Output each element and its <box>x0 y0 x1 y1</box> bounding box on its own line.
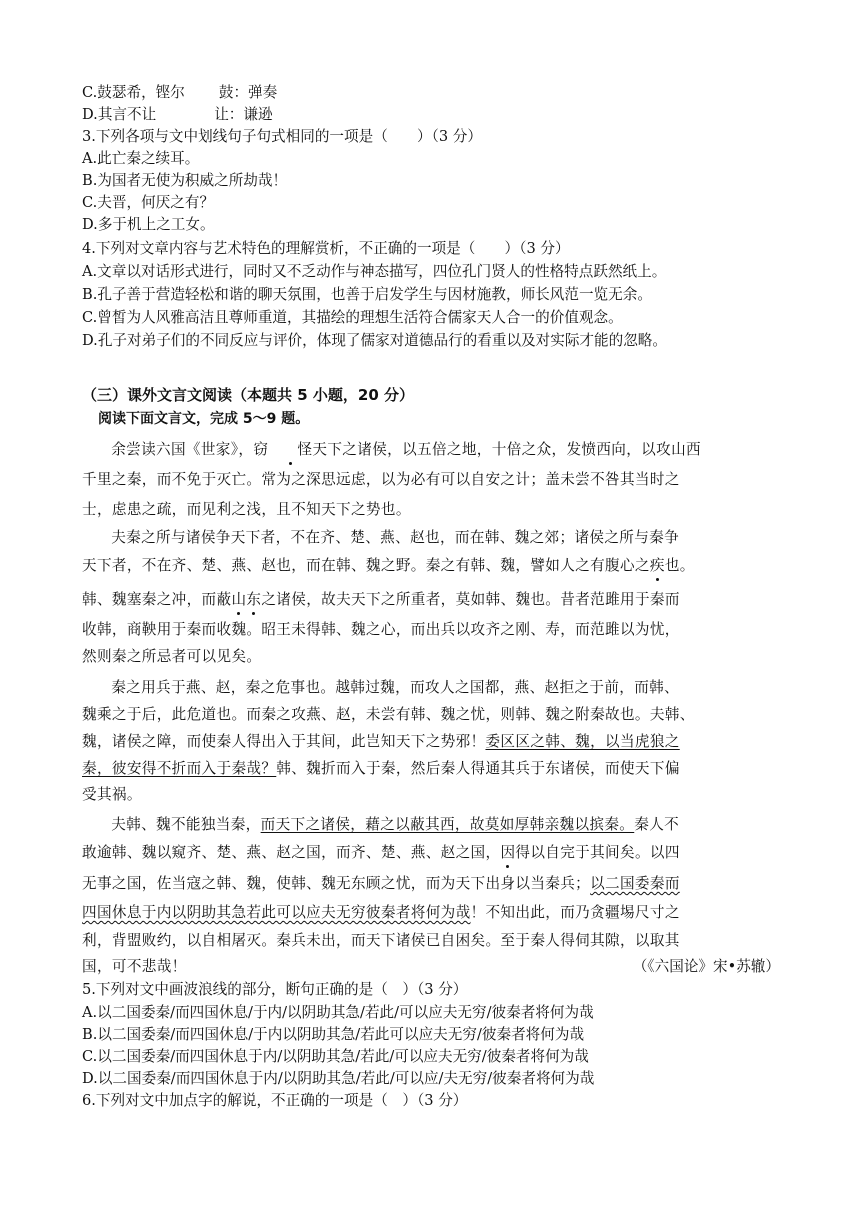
passage-text: 得以自完于其间矣。以四 <box>515 844 680 861</box>
passage-citation: （《六国论》宋•苏辙） <box>632 958 780 975</box>
passage-line: 国，可不悲哉！ <box>82 958 187 975</box>
q6-stem: 6.下列对文中加点字的解说，不正确的一项是（ ）（3 分） <box>82 1092 468 1109</box>
passage-line: 然则秦之所忌者可以见矣。 <box>82 648 262 665</box>
passage-text: 天下之诸侯，以五倍之地，十倍之众，发愤西向，以攻山西 <box>312 441 701 458</box>
wavy-underlined-text: 以二国委秦而 <box>590 875 680 892</box>
passage-text: 夫韩、魏不能独当秦， <box>111 816 261 833</box>
passage-text: 魏，诸侯之障，而使秦人得出入于其间，此岂知天下之势邪！ <box>82 733 486 750</box>
passage-text: 秦人不 <box>634 816 680 833</box>
passage-line <box>82 841 782 865</box>
passage-line <box>82 901 782 925</box>
passage-line: 受其祸。 <box>82 786 142 803</box>
q2-option-d-text: D.其言不让 <box>82 106 157 123</box>
passage-line: 士，虑患之疏，而见利之浅，且不知天下之势也。 <box>82 501 411 518</box>
passage-text: ！不知出此，而乃贪疆埸尺寸之 <box>470 904 680 921</box>
q2-option-d <box>82 104 273 126</box>
underlined-sentence: 委区区之韩、魏，以当虎狼之 <box>485 733 680 750</box>
q3-option-b[interactable]: B.为国者无使为积威之所劫哉！ <box>82 172 288 189</box>
section-instruction: 阅读下面文言文，完成 5～9 题。 <box>98 411 310 427</box>
section-title: （三）课外文言文阅读（本题共 5 小题，20 分） <box>82 386 414 404</box>
q3-option-d[interactable]: D.多于机上之工女。 <box>82 216 215 233</box>
q4-option-c[interactable]: C.曾皙为人风雅高洁且尊师重道，其描绘的理想生活符合儒家天人合一的价值观念。 <box>82 309 623 326</box>
q3-option-c[interactable]: C.夫晋，何厌之有？ <box>82 194 215 211</box>
q2-option-d-gloss: 让：谦逊 <box>214 106 273 123</box>
q5-option-d[interactable]: D.以二国委秦/而四国休息于内/以阴助其急/若此/可以应/夫无穷/彼秦者将何为哉 <box>82 1070 595 1087</box>
passage-text: 天下者，不在齐、楚、燕、赵也，而在韩、魏之野。秦之有韩、魏，譬如人之有腹心之 <box>82 557 650 574</box>
passage-line: 利，背盟败约，以自相屠灭。秦兵未出，而天下诸侯已自困矣。至于秦人得伺其隙，以取其 <box>82 932 680 949</box>
q5-option-a[interactable]: A.以二国委秦/而四国休息/于内/以阴助其急/若此/可以应夫无穷/彼秦者将何为哉 <box>82 1004 594 1021</box>
q2-option-c-gloss: 鼓：弹奏 <box>218 84 278 101</box>
passage-line <box>82 588 782 612</box>
q4-option-d[interactable]: D.孔子对弟子们的不同反应与评价，体现了儒家对道德品行的看重以及对实际才能的忽略。 <box>82 332 667 349</box>
passage-text: 余尝读六国《世家》，窃 <box>111 441 269 458</box>
passage-text: 无事之国，佐当寇之韩、魏，使韩、魏无东顾之忧，而为天下出身以当秦兵； <box>82 875 591 892</box>
passage-line <box>82 757 782 781</box>
passage-line <box>82 872 782 896</box>
passage-line: 千里之秦，而不免于灭亡。常为之深思远虑，以为必有可以自安之计；盖未尝不咎其当时之 <box>82 471 680 488</box>
q5-option-b[interactable]: B.以二国委秦/而四国休息/于内以阴助其急/若此可以应夫无穷/彼秦者将何为哉 <box>82 1026 585 1043</box>
dotted-char: 因 <box>500 841 515 865</box>
q3-option-a[interactable]: A.此亡秦之续耳。 <box>82 150 200 167</box>
q2-option-c-text: C.鼓瑟希，铿尔 <box>82 84 185 101</box>
passage-line: 魏乘之于后，此危道也。而秦之攻燕、赵，未尝有韩、魏之忧，则韩、魏之附秦故也。夫韩、 <box>82 706 695 723</box>
passage-line <box>82 730 782 754</box>
dotted-char: 山 <box>231 588 246 612</box>
passage-text: 韩、魏折而入于秦，然后秦人得通其兵于东诸侯，而使天下偏 <box>276 760 680 777</box>
passage-text: 之诸侯，故夫天下之所重者，莫如韩、魏也。昔者范雎用于秦而 <box>261 591 680 608</box>
dotted-char: 东 <box>246 588 261 612</box>
passage-text: 韩、魏塞秦之冲，而蔽 <box>82 591 232 608</box>
passage-line: 秦之用兵于燕、赵，秦之危事也。越韩过魏，而攻人之国都，燕、赵拒之于前，而韩、 <box>111 679 680 696</box>
wavy-underlined-text: 四国休息于内以阴助其急若此可以应夫无穷彼秦者将何为哉 <box>82 904 471 921</box>
passage-line <box>82 438 782 462</box>
q4-stem: 4.下列对文章内容与艺术特色的理解赏析，不正确的一项是（ ）（3 分） <box>82 240 570 257</box>
q3-stem: 3.下列各项与文中划线句子句式相同的一项是（ ）（3 分） <box>82 128 482 145</box>
passage-text: 也。 <box>664 557 695 574</box>
q4-option-b[interactable]: B.孔子善于营造轻松和谐的聊天氛围，也善于启发学生与因材施教，师长风范一览无余。 <box>82 286 652 303</box>
q5-stem: 5.下列对文中画波浪线的部分，断句正确的是（ ）（3 分） <box>82 981 468 998</box>
underlined-sentence: 秦，彼安得不折而入于秦哉？ <box>82 760 277 777</box>
underlined-sentence: 而天下之诸侯，藉之以蔽其西，故莫如厚韩亲魏以摈秦。 <box>260 816 635 833</box>
passage-text: 敢逾韩、魏以窥齐、楚、燕、赵之国，而齐、楚、燕、赵之国， <box>82 844 501 861</box>
passage-line: 夫秦之所与诸侯争天下者，不在齐、楚、燕、赵也，而在韩、魏之郊；诸侯之所与秦争 <box>111 529 680 546</box>
q2-option-c <box>82 82 277 104</box>
passage-line <box>82 813 782 837</box>
q4-option-a[interactable]: A.文章以对话形式进行，同时又不乏动作与神态描写，四位孔门贤人的性格特点跃然纸上。 <box>82 263 667 280</box>
dotted-char: 怪 <box>268 438 312 462</box>
dotted-char: 疾 <box>650 554 665 578</box>
passage-line <box>82 554 782 578</box>
passage-line: 收韩，商鞅用于秦而收魏。昭王未得韩、魏之心，而出兵以攻齐之刚、寿，而范雎以为忧， <box>82 621 680 638</box>
q5-option-c[interactable]: C.以二国委秦/而四国休息于内/以阴助其急/若此/可以应夫无穷/彼秦者将何为哉 <box>82 1048 589 1065</box>
